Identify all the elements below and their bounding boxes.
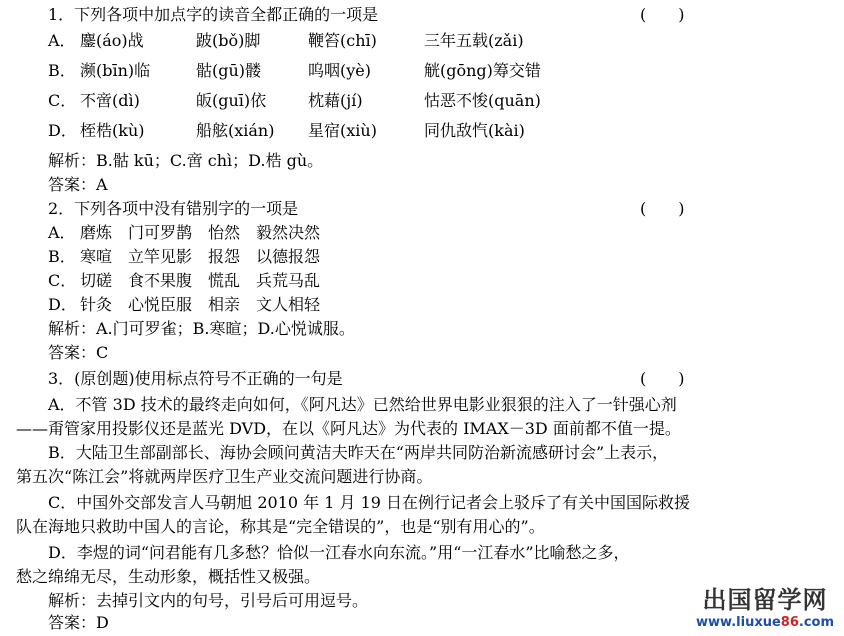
site-watermark	[696, 580, 834, 630]
watermark-site-name: 出国留学网	[702, 586, 828, 614]
q3-option-d-line: 愁之绵绵无尽，生动形象，概括性又极强。	[16, 567, 321, 586]
q2-answer-paren: ( )	[640, 199, 685, 218]
q1-option-a-word: 鏖(áo)战	[80, 31, 144, 50]
q2-option-letter-b: B．	[48, 247, 76, 266]
q1-option-letter-d: D．	[48, 121, 77, 140]
q3-option-c-line: 队在海地只救助中国人的言论，称其是“完全错误的”，也是“别有用心的”。	[16, 517, 545, 536]
q1-analysis: 解析：B.骷 kū；C.啻 chì；D.梏 gù。	[48, 151, 324, 170]
q1-answer-paren: ( )	[640, 5, 685, 24]
q3-option-b-line: 第五次“陈江会”将就两岸医疗卫生产业交流问题进行协商。	[16, 467, 433, 486]
q2-option-letter-c: C．	[48, 271, 77, 290]
q2-option-a-text: 磨炼 门可罗鹊 怡然 毅然决然	[80, 223, 321, 242]
q2-option-b-text: 寒喧 立竿见影 报怨 以德报怨	[80, 247, 321, 266]
q1-option-b-word: 骷(gū)髅	[196, 61, 262, 80]
q2-answer: 答案：C	[48, 343, 109, 362]
q1-option-letter-c: C．	[48, 91, 77, 110]
watermark-url	[696, 615, 834, 630]
q1-option-a-word: 三年五载(zǎi)	[424, 31, 524, 50]
q1-answer: 答案：A	[48, 175, 108, 194]
q2-analysis: 解析：A.门可罗雀；B.寒暄；D.心悦诚服。	[48, 319, 355, 338]
watermark-url-suffix: .com	[798, 615, 834, 630]
q1-option-a-word: 跛(bǒ)脚	[196, 31, 261, 50]
q1-option-d-word: 星宿(xiù)	[308, 121, 377, 140]
q2-option-d-text: 针灸 心悦臣服 相亲 文人相轻	[80, 295, 321, 314]
watermark-url-prefix: www.liuxue	[696, 615, 781, 630]
q2-stem: 2．下列各项中没有错别字的一项是	[48, 199, 299, 218]
q1-option-letter-b: B．	[48, 61, 76, 80]
q3-option-c-line: C．中国外交部发言人马朝旭 2010 年 1 月 19 日在例行记者会上驳斥了有关中国国际救援	[48, 493, 691, 512]
q3-option-a-line: ——甭管家用投影仪还是蓝光 DVD，在以《阿凡达》为代表的 IMAX－3D 面前都不值一提。	[16, 419, 681, 438]
q3-analysis: 解析：去掉引文内的句号，引号后可用逗号。	[48, 591, 369, 610]
q2-option-letter-d: D．	[48, 295, 77, 314]
q2-option-c-text: 切磋 食不果腹 慌乱 兵荒马乱	[80, 271, 321, 290]
q1-stem: 1．下列各项中加点字的读音全都正确的一项是	[48, 5, 379, 24]
q3-option-d-line: D．李煜的词“问君能有几多愁？恰似一江春水向东流。”用“一江春水”比喻愁之多，	[48, 543, 630, 562]
q3-stem: 3．(原创题)使用标点符号不正确的一句是	[48, 369, 343, 388]
q2-option-letter-a: A．	[48, 223, 76, 242]
q1-option-a-word: 鞭笞(chī)	[308, 31, 377, 50]
q1-option-b-word: 觥(gōng)筹交错	[424, 61, 541, 80]
q1-option-d-word: 同仇敌忾(kài)	[424, 121, 525, 140]
q1-option-d-word: 桎梏(kù)	[80, 121, 145, 140]
q3-answer-paren: ( )	[640, 369, 685, 388]
q3-option-b-line: B．大陆卫生部副部长、海协会顾问黄洁夫昨天在“两岸共同防治新流感研讨会”上表示，	[48, 443, 669, 462]
q3-answer: 答案：D	[48, 613, 109, 632]
q1-option-b-word: 呜咽(yè)	[308, 61, 371, 80]
q1-option-c-word: 不啻(dì)	[80, 91, 140, 110]
q1-option-c-word: 怙恶不悛(quān)	[424, 91, 541, 110]
q1-option-c-word: 枕藉(jí)	[308, 91, 363, 110]
q1-option-c-word: 皈(guī)依	[196, 91, 267, 110]
q1-option-b-word: 濒(bīn)临	[80, 61, 151, 80]
q1-option-letter-a: A．	[48, 31, 76, 50]
q1-option-d-word: 船舷(xián)	[196, 121, 275, 140]
q3-option-a-line: A．不管 3D 技术的最终走向如何，《阿凡达》已然给世界电影业狠狠的注入了一针强心剂	[48, 395, 677, 414]
watermark-url-number: 86	[780, 615, 799, 630]
